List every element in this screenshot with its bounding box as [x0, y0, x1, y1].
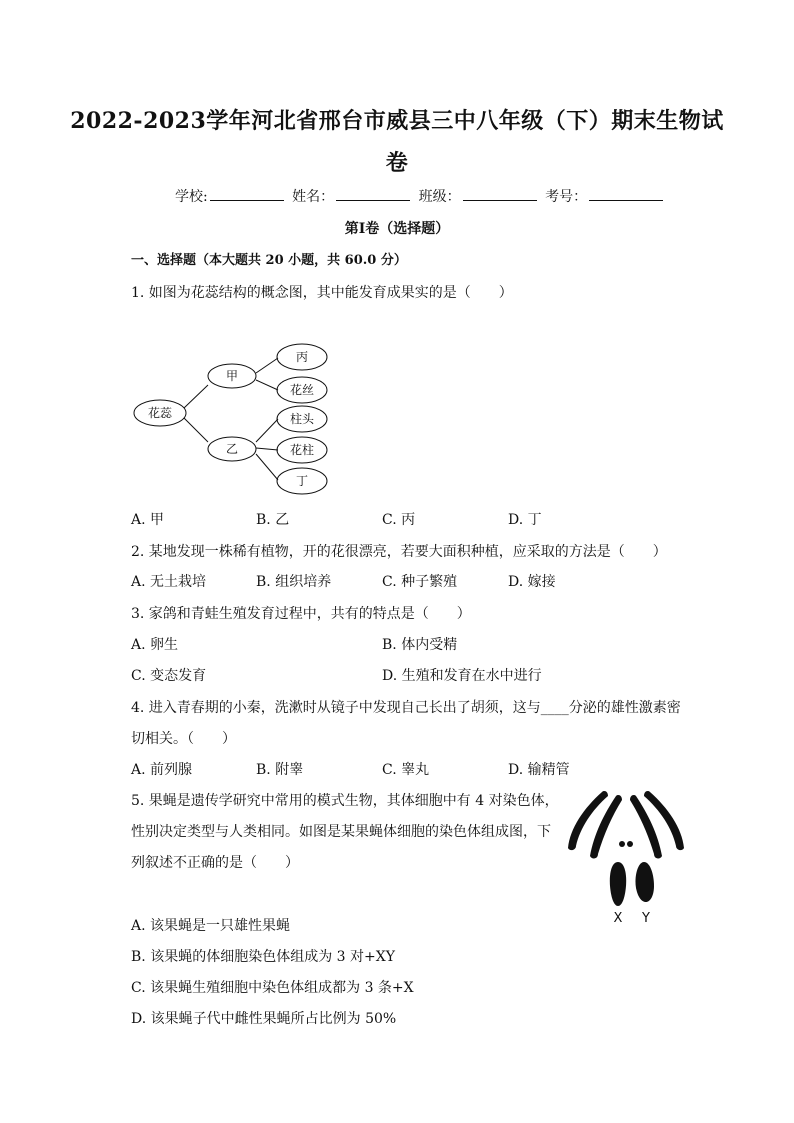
chromosome-dot-right [627, 841, 633, 847]
q3-option-a[interactable]: A. 卵生 [131, 637, 179, 653]
school-label: 学校: [175, 189, 208, 205]
node-b-child-1-label: 柱头 [289, 412, 315, 426]
node-b-label: 乙 [225, 442, 239, 456]
q4-option-a[interactable]: A. 前列腺 [131, 762, 193, 778]
school-blank[interactable] [210, 188, 284, 201]
question-1-stem: 1. 如图为花蕊结构的概念图，其中能发育成果实的是（ ） [131, 285, 513, 301]
q4-option-c[interactable]: C. 睾丸 [382, 762, 430, 778]
flower-pistil-concept-diagram [128, 338, 338, 498]
node-b-child-3-label: 丁 [295, 474, 309, 488]
question-4-stem-line1: 4. 进入青春期的小秦，洗漱时从镜子中发现自己长出了胡须，这与____分泌的雄性激素密 [131, 700, 681, 716]
edge-root-a [184, 385, 208, 408]
edge-root-b [184, 418, 208, 442]
class-label: 班级： [418, 189, 461, 205]
q5-option-d[interactable]: D. 该果蝇子代中雌性果蝇所占比例为 50% [131, 1011, 397, 1027]
question-3-stem: 3. 家鸽和青蛙生殖发育过程中，共有的特点是（ ） [131, 606, 471, 622]
node-b-child-2-label: 花柱 [289, 443, 315, 457]
q4-option-b[interactable]: B. 附睾 [256, 762, 304, 778]
exam-no-blank[interactable] [589, 188, 663, 201]
chromosome-dot-left [619, 841, 625, 847]
student-info-line [175, 186, 667, 206]
q1-option-c[interactable]: C. 丙 [382, 512, 416, 528]
question-5-stem-line1: 5. 果蝇是遗传学研究中常用的模式生物，其体细胞中有 4 对染色体， [131, 793, 559, 809]
q3-option-c[interactable]: C. 变态发育 [131, 668, 207, 684]
q2-option-d[interactable]: D. 嫁接 [508, 574, 556, 590]
node-a-child-2-label: 花丝 [289, 383, 315, 397]
q2-option-b[interactable]: B. 组织培养 [256, 574, 332, 590]
y-chromosome-label: Y [642, 911, 650, 926]
edge-b-c3 [256, 454, 278, 480]
q4-option-d[interactable]: D. 输精管 [508, 762, 570, 778]
q5-option-a[interactable]: A. 该果蝇是一只雄性果蝇 [131, 918, 291, 934]
volume-heading: 第Ⅰ卷（选择题） [344, 221, 450, 237]
q3-option-d[interactable]: D. 生殖和发育在水中进行 [382, 668, 542, 684]
exam-no-label: 考号： [545, 189, 588, 205]
q1-option-b[interactable]: B. 乙 [256, 512, 290, 528]
edge-b-c2 [256, 448, 278, 450]
q1-option-d[interactable]: D. 丁 [508, 512, 542, 528]
section-heading: 一、选择题（本大题共 20 小题，共 60.0 分） [131, 253, 407, 268]
question-2-stem: 2. 某地发现一株稀有植物，开的花很漂亮，若要大面积种植，应采取的方法是（ ） [131, 544, 667, 560]
x-chromosome [610, 862, 626, 906]
edge-b-c1 [256, 419, 278, 442]
y-chromosome [635, 862, 654, 902]
q3-option-b[interactable]: B. 体内受精 [382, 637, 458, 653]
question-5-stem-line3: 列叙述不正确的是（ ） [131, 855, 299, 871]
q5-option-b[interactable]: B. 该果蝇的体细胞染色体组成为 3 对+XY [131, 949, 395, 965]
x-chromosome-label: X [613, 911, 623, 926]
class-blank[interactable] [463, 188, 537, 201]
edge-a-c2 [256, 380, 278, 390]
edge-a-c1 [256, 358, 278, 373]
name-blank[interactable] [336, 188, 410, 201]
node-a-label: 甲 [225, 369, 239, 383]
node-root-label: 花蕊 [147, 406, 173, 420]
q1-option-a[interactable]: A. 甲 [131, 512, 165, 528]
question-5-stem-line2: 性别决定类型与人类相同。如图是某果蝇体细胞的染色体组成图，下 [131, 824, 551, 840]
exam-title-line2: 卷 [385, 150, 409, 176]
fruit-fly-chromosome-figure [562, 786, 692, 928]
question-4-stem-line2: 切相关。（ ） [131, 731, 236, 747]
q2-option-c[interactable]: C. 种子繁殖 [382, 574, 458, 590]
node-a-child-1-label: 丙 [295, 350, 309, 364]
name-label: 姓名： [292, 189, 335, 205]
q5-option-c[interactable]: C. 该果蝇生殖细胞中染色体组成都为 3 条+X [131, 980, 414, 996]
exam-title-line1: 2022-2023学年河北省邢台市威县三中八年级（下）期末生物试 [70, 108, 724, 134]
q2-option-a[interactable]: A. 无土栽培 [131, 574, 207, 590]
